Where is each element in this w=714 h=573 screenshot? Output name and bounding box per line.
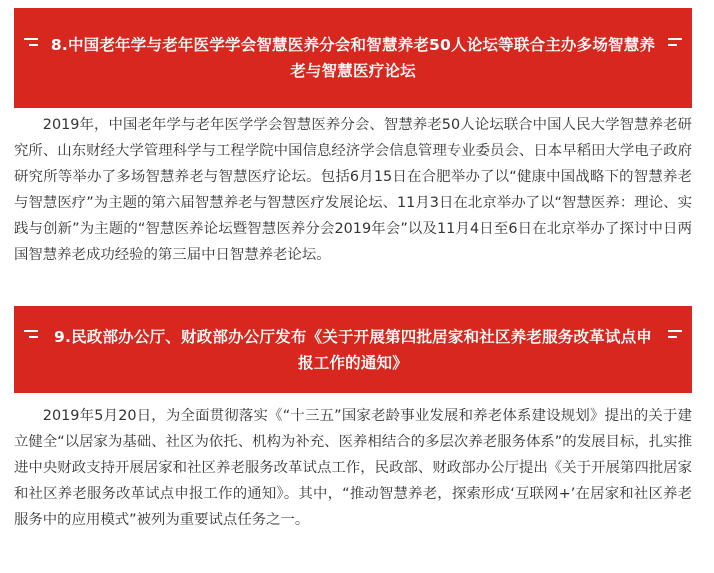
right-decoration-icon (668, 36, 682, 50)
section-header-9 (14, 306, 692, 393)
section-paragraph: 2019年，中国老年学与老年医学学会智慧医养分会、智慧养老50人论坛联合中国人民大学智慧养老研究所、山东财经大学管理科学与工程学院中国信息经济学会信息管理专业委员会、日本早稻田大学电子政府研究所等举办了多场智慧养老与智慧医疗论坛。包括6月15日在合肥举办了以“健康中国战略下的智慧养老与智慧医疗”为主题的第六届智慧养老与智慧医疗发展论坛、11月3日在北京举办了以“智慧医养：理论、实践与创新”为主题的“智慧医养论坛暨智慧医养分会2019年会”以及11月4日至6日在北京举办了探讨中日两国智慧养老成功经验的第三届中日智慧养老论坛。 (14, 117, 692, 263)
right-decoration-icon (668, 328, 682, 342)
left-decoration-icon (24, 36, 38, 50)
left-decoration-icon (24, 328, 38, 342)
section-paragraph: 2019年5月20日，为全面贯彻落实《“十三五”国家老龄事业发展和养老体系建设规划》提出的关于建立健全“以居家为基础、社区为依托、机构为补充、医养相结合的多层次养老服务体系”的发展目标，扎实推进中央财政支持开展居家和社区养老服务改革试点工作，民政部、财政部办公厅提出《关于开展第四批居家和社区养老服务改革试点申报工作的通知》。其中，“推动智慧养老，探索形成‘互联网+’在居家和社区养老服务中的应用模式”被列为重要试点任务之一。 (14, 408, 692, 528)
section-title: 9.民政部办公厅、财政部办公厅发布《关于开展第四批居家和社区养老服务改革试点申报工作的通知》 (54, 328, 652, 372)
section-title: 8.中国老年学与老年医学学会智慧医养分会和智慧养老50人论坛等联合主办多场智慧养老与智慧医疗论坛 (50, 36, 656, 80)
section-header-8 (14, 8, 692, 108)
